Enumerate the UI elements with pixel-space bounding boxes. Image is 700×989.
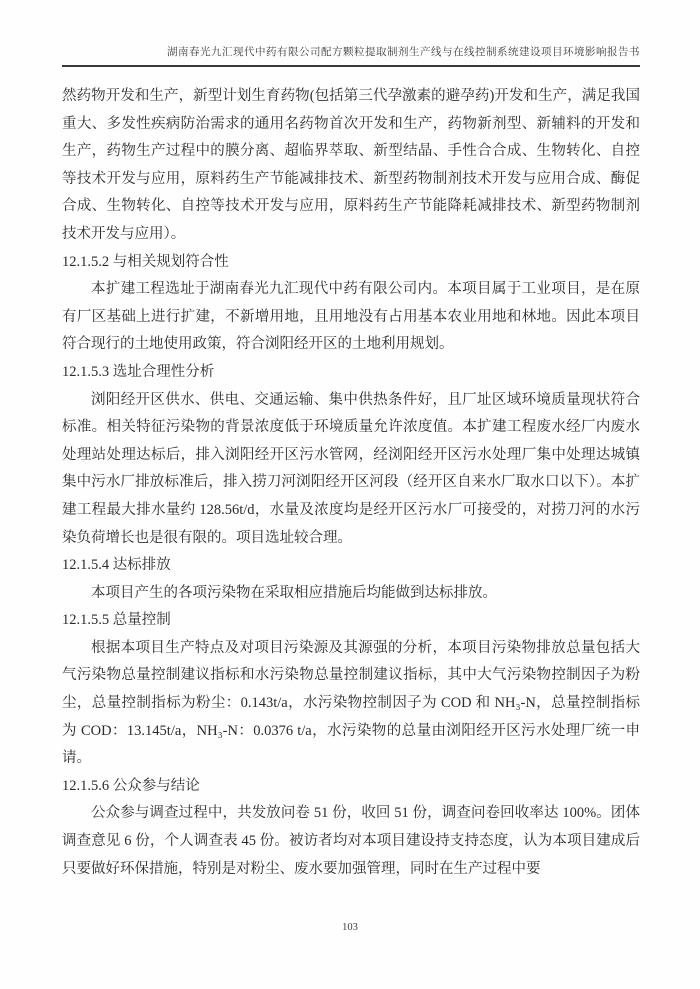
paragraph-discharge-compliance: 本项目产生的各项污染物在采取相应措施后均能做到达标排放。 xyxy=(91,584,497,601)
paragraph-planning-conformity: 本扩建工程选址于湖南春光九汇现代中药有限公司内。本项目属于工业项目，是在原有厂区基础上进行扩建，不新增用地，且用地没有占用基本农业用地和林地。因此本项目符合现行的土地使用政策，符合浏阳经开区的土地利用规划。 xyxy=(62,281,640,353)
running-header-title: 湖南春光九汇现代中药有限公司配方颗粒提取制剂生产线与在线控制系统建设项目环境影响报告书 xyxy=(62,44,640,67)
section-heading-12-1-5-3-site-selection-analysis: 12.1.5.3 选址合理性分析 xyxy=(62,363,215,380)
page-number: 103 xyxy=(342,922,358,933)
section-heading-12-1-5-2-planning-conformity: 12.1.5.2 与相关规划符合性 xyxy=(62,253,229,270)
section-heading-12-1-5-5-total-amount-control: 12.1.5.5 总量控制 xyxy=(62,612,171,629)
paragraph-continuation-drug-development: 然药物开发和生产，新型计划生育药物(包括第三代孕激素的避孕药)开发和生产，满足我国重大、多发性疾病防治需求的通用名药物首次开发和生产，药物新剂型、新辅料的开发和生产，药物生产过程中的膜分离、超临界萃取、新型结晶、手性合合成、生物转化、自控等技术开发与应用，原料药生产节能减排技术、新型药物制剂技术开发与应用合成、酶促合成、生物转化、自控等技术开发与应用，原料药生产节能降耗减排技术、新型药物制剂技术开发与应用）。 xyxy=(62,88,640,242)
paragraph-public-participation-conclusion: 公众参与调查过程中，共发放问卷 51 份，收回 51 份，调查问卷回收率达 100%。团体调查意见 6 份，个人调查表 45 份。被访者均对本项目建设持支持态度，认为本项目建成后只要做好环保措施，特别是对粉尘、废水要加强管理，同时在生产过程中要 xyxy=(62,805,640,877)
section-heading-12-1-5-4-discharge-compliance: 12.1.5.4 达标排放 xyxy=(62,557,171,574)
paragraph-total-amount-control: 根据本项目生产特点及对项目污染源及其源强的分析，本项目污染物排放总量包括大气污染物总量控制建议指标和水污染物总量控制建议指标，其中大气污染物控制因子为粉尘，总量控制指标为粉尘：0.143t/a，水污染物控制因子为 COD 和 NH₃-N，总量控制指标为 COD：13.145t/a，NH₃-N：0.0376 t/a，水污染物的总量由浏阳经开区污水处理厂统一申请。 xyxy=(62,639,640,767)
page-body xyxy=(62,83,640,883)
paragraph-site-selection-analysis: 浏阳经开区供水、供电、交通运输、集中供热条件好，且厂址区域环境质量现状符合标准。相关特征污染物的背景浓度低于环境质量允许浓度值。本扩建工程废水经厂内废水处理站处理达标后，排入浏阳经开区污水管网，经浏阳经开区污水处理厂集中处理达城镇集中污水厂排放标准后，排入捞刀河浏阳经开区河段（经开区自来水厂取水口以下）。本扩建工程最大排水量约 128.56t/d，水量及浓度均是经开区污水厂可接受的，对捞刀河的水污染负荷增长也是很有限的。项目选址较合理。 xyxy=(62,391,640,546)
section-heading-12-1-5-6-public-participation-conclusion: 12.1.5.6 公众参与结论 xyxy=(62,777,200,794)
